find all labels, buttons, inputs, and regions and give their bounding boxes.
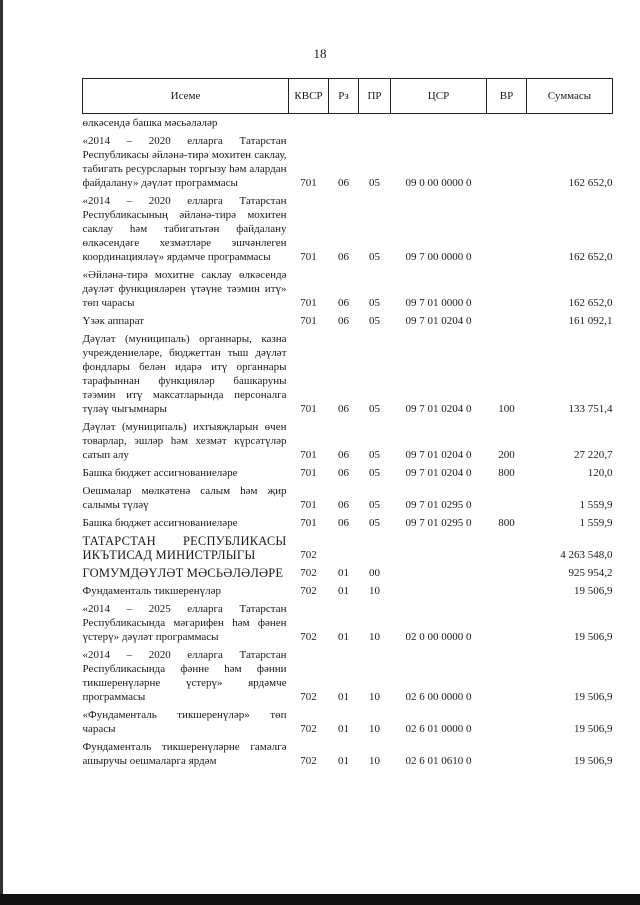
cell-name: өлкәсендә башка мәсьәләләр — [82, 117, 218, 129]
cell-pr: 10 — [369, 691, 380, 703]
cell-sum: 133 751,4 — [568, 403, 613, 415]
cell-rz — [329, 114, 359, 133]
cell-vr — [487, 114, 527, 133]
cell-pr: 05 — [369, 449, 380, 461]
cell-csr: 09 7 01 0000 0 — [405, 297, 472, 309]
table-row — [83, 312, 613, 330]
cell-csr — [391, 532, 487, 564]
cell-kvsr: 701 — [300, 499, 317, 511]
cell-name: Башка бюджет ассигнованиеләре — [82, 467, 238, 479]
cell-csr — [391, 582, 487, 600]
cell-name: «2014 – 2020 елларга Татарстан Республикасында фәнне һәм фәнни тикшеренүләрне үстерү» ярдәмче программасы — [82, 649, 287, 703]
cell-name: ГОМУМДӘҮЛӘТ МӘСЬӘЛӘЛӘРЕ — [82, 566, 284, 580]
cell-csr: 09 7 01 0204 0 — [405, 467, 472, 479]
cell-vr — [487, 600, 527, 646]
cell-csr: 09 7 01 0204 0 — [405, 403, 472, 415]
cell-rz — [329, 532, 359, 564]
cell-name: Оешмалар мөлкәтенә салым һәм җир салымы түләү — [82, 485, 287, 511]
cell-vr — [487, 582, 527, 600]
cell-kvsr: 702 — [300, 723, 317, 735]
table-row — [83, 482, 613, 514]
cell-vr: 100 — [498, 403, 515, 415]
cell-csr — [391, 114, 487, 133]
header-vr: ВР — [487, 79, 527, 114]
header-csr: ЦСР — [391, 79, 487, 114]
cell-pr — [359, 532, 391, 564]
cell-vr: 800 — [498, 467, 515, 479]
table-row — [83, 600, 613, 646]
cell-csr: 09 0 00 0000 0 — [405, 177, 472, 189]
header-name: Исеме — [83, 79, 289, 114]
cell-rz: 06 — [338, 177, 349, 189]
cell-pr: 10 — [369, 723, 380, 735]
cell-vr: 800 — [498, 517, 515, 529]
cell-kvsr: 702 — [300, 567, 317, 579]
cell-sum — [527, 114, 613, 133]
cell-pr: 05 — [369, 499, 380, 511]
cell-rz: 06 — [338, 449, 349, 461]
cell-sum: 161 092,1 — [568, 315, 613, 327]
cell-name: «Әйләнә-тирә мохитне саклау өлкәсендә дәүләт функцияләрен үтәүне тәэмин итү» төп чарасы — [82, 269, 287, 309]
cell-name: Фундаменталь тикшеренүләрне гамәлгә ашыручы оешмаларга ярдәм — [82, 741, 287, 767]
table-row — [83, 646, 613, 706]
cell-csr: 09 7 01 0295 0 — [405, 517, 472, 529]
cell-vr — [487, 132, 527, 192]
cell-rz: 01 — [338, 755, 349, 767]
cell-rz: 01 — [338, 567, 349, 579]
cell-pr: 05 — [369, 297, 380, 309]
cell-name: Дәүләт (муниципаль) органнары, казна учреждениеләре, бюджеттан тыш дәүләт фондлары белән идарә итү органнары тарафыннан функцияләр башкаруны тәэмин итү максатларында персоналга түләү чыгымнары — [82, 333, 287, 415]
cell-vr — [487, 266, 527, 312]
cell-rz: 06 — [338, 297, 349, 309]
cell-sum: 4 263 548,0 — [560, 549, 613, 561]
cell-sum: 120,0 — [587, 467, 613, 479]
cell-kvsr: 701 — [300, 403, 317, 415]
cell-name: Фундаменталь тикшеренүләр — [82, 585, 221, 597]
cell-rz: 06 — [338, 251, 349, 263]
budget-table — [82, 78, 613, 770]
cell-pr: 10 — [369, 585, 380, 597]
cell-name: «2014 – 2020 елларга Татарстан Республикасы әйләнә-тирә мохитен саклау, табигать ресурсларын торгызу һәм алардан файдалану» дәүләт программасы — [82, 135, 287, 189]
cell-sum: 19 506,9 — [574, 585, 613, 597]
cell-csr: 02 0 00 0000 0 — [405, 631, 472, 643]
table-row — [83, 564, 613, 582]
header-sum: Суммасы — [527, 79, 613, 114]
table-body — [83, 114, 613, 771]
table-row — [83, 192, 613, 266]
cell-rz: 06 — [338, 499, 349, 511]
cell-kvsr: 701 — [300, 467, 317, 479]
cell-rz: 06 — [338, 403, 349, 415]
cell-kvsr — [289, 114, 329, 133]
cell-name: «2014 – 2025 елларга Татарстан Республикасында мәгарифен һәм фәнен үстерү» дәүләт программасы — [82, 603, 287, 643]
cell-sum: 162 652,0 — [568, 251, 613, 263]
cell-name: Дәүләт (муниципаль) ихтыяҗларын өчен товарлар, эшләр һәм хезмәт күрсәтүләр сатып алу — [82, 421, 287, 461]
cell-csr: 09 7 01 0295 0 — [405, 499, 472, 511]
cell-rz: 01 — [338, 631, 349, 643]
cell-pr: 05 — [369, 315, 380, 327]
cell-name: «2014 – 2020 елларга Татарстан Республикасының әйләнә-тирә мохитен саклау һәм табигатьтән файдалану өлкәсендәге хезмәтләре эшчәнлеген координацияләү» ярдәмче программасы — [82, 195, 287, 263]
cell-pr: 10 — [369, 755, 380, 767]
cell-kvsr: 702 — [300, 549, 317, 561]
cell-pr: 05 — [369, 403, 380, 415]
table-row — [83, 114, 613, 133]
cell-sum: 925 954,2 — [568, 567, 613, 579]
cell-kvsr: 702 — [300, 631, 317, 643]
header-rz: Рз — [329, 79, 359, 114]
cell-pr: 10 — [369, 631, 380, 643]
cell-name: «Фундаменталь тикшеренүләр» төп чарасы — [82, 709, 287, 735]
cell-kvsr: 701 — [300, 251, 317, 263]
cell-kvsr: 702 — [300, 585, 317, 597]
cell-kvsr: 701 — [300, 315, 317, 327]
cell-sum: 162 652,0 — [568, 177, 613, 189]
cell-vr — [487, 646, 527, 706]
cell-kvsr: 701 — [300, 177, 317, 189]
table-row — [83, 582, 613, 600]
cell-csr: 02 6 01 0610 0 — [405, 755, 472, 767]
table-row — [83, 464, 613, 482]
table-row — [83, 706, 613, 738]
cell-vr — [487, 482, 527, 514]
cell-pr: 05 — [369, 467, 380, 479]
page-number: 18 — [313, 46, 327, 61]
scan-edge-bottom — [0, 894, 640, 905]
cell-name: ТАТАРСТАН РЕСПУБЛИКАСЫ ИКЪТИСАД МИНИСТРЛЫГЫ — [82, 534, 287, 562]
cell-csr: 09 7 00 0000 0 — [405, 251, 472, 263]
cell-sum: 19 506,9 — [574, 723, 613, 735]
cell-pr: 05 — [369, 177, 380, 189]
cell-vr — [487, 564, 527, 582]
cell-csr: 02 6 00 0000 0 — [405, 691, 472, 703]
table-header-row — [83, 79, 613, 114]
cell-name: Башка бюджет ассигнованиеләре — [82, 517, 238, 529]
header-pr: ПР — [359, 79, 391, 114]
cell-vr — [487, 738, 527, 770]
cell-vr — [487, 532, 527, 564]
table-row — [83, 738, 613, 770]
cell-kvsr: 701 — [300, 297, 317, 309]
cell-rz: 01 — [338, 723, 349, 735]
cell-sum: 19 506,9 — [574, 755, 613, 767]
cell-csr: 09 7 01 0204 0 — [405, 449, 472, 461]
cell-rz: 06 — [338, 517, 349, 529]
cell-sum: 19 506,9 — [574, 691, 613, 703]
cell-sum: 162 652,0 — [568, 297, 613, 309]
cell-vr — [487, 192, 527, 266]
header-kvsr: КВСР — [289, 79, 329, 114]
cell-pr — [359, 114, 391, 133]
cell-kvsr: 702 — [300, 755, 317, 767]
table-row — [83, 330, 613, 418]
cell-sum: 1 559,9 — [579, 517, 613, 529]
cell-rz: 01 — [338, 585, 349, 597]
cell-vr: 200 — [498, 449, 515, 461]
cell-kvsr: 701 — [300, 517, 317, 529]
table-row — [83, 418, 613, 464]
cell-rz: 06 — [338, 467, 349, 479]
cell-pr: 05 — [369, 251, 380, 263]
cell-rz: 06 — [338, 315, 349, 327]
cell-csr — [391, 564, 487, 582]
table-row — [83, 266, 613, 312]
cell-rz: 01 — [338, 691, 349, 703]
table-row — [83, 532, 613, 564]
cell-pr: 00 — [369, 567, 380, 579]
cell-vr — [487, 706, 527, 738]
cell-pr: 05 — [369, 517, 380, 529]
cell-sum: 1 559,9 — [579, 499, 613, 511]
cell-kvsr: 702 — [300, 691, 317, 703]
table-row — [83, 132, 613, 192]
cell-sum: 27 220,7 — [574, 449, 613, 461]
cell-sum: 19 506,9 — [574, 631, 613, 643]
table-row — [83, 514, 613, 532]
cell-vr — [487, 312, 527, 330]
cell-csr: 09 7 01 0204 0 — [405, 315, 472, 327]
cell-csr: 02 6 01 0000 0 — [405, 723, 472, 735]
scan-edge — [0, 0, 3, 905]
cell-kvsr: 701 — [300, 449, 317, 461]
cell-name: Үзәк аппарат — [82, 315, 145, 327]
